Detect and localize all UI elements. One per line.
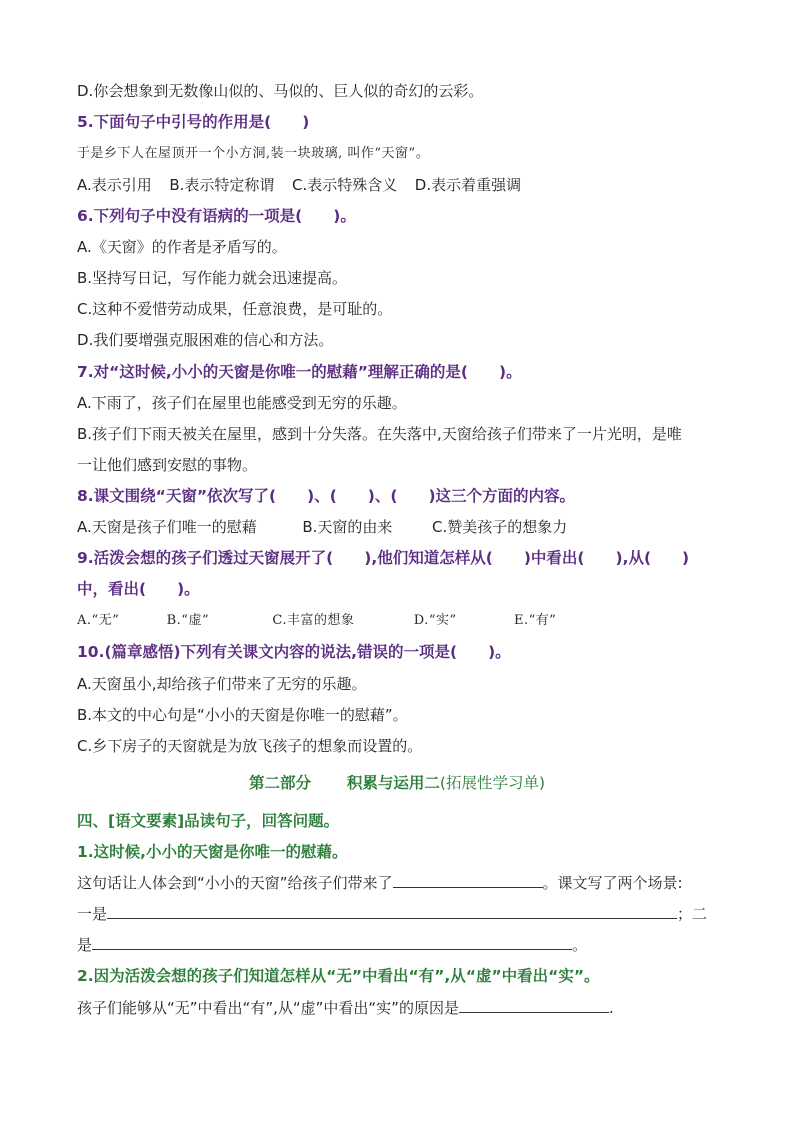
- q7-option-b-line1: B.孩子们下雨天被关在屋里，感到十分失落。在失落中,天窗给孩子们带来了一片光明，是唯: [77, 425, 682, 443]
- q9-option-c: C.丰富的想象: [272, 613, 355, 628]
- q5-option-d: D.表示着重强调: [414, 176, 522, 194]
- q6-option-a: A.《天窗》的作者是矛盾写的。: [77, 238, 287, 256]
- q8-option-c: C.赞美孩子的想象力: [431, 518, 568, 536]
- q7-option-b-line2: 一让他们感到安慰的事物。: [77, 456, 258, 474]
- s1-answer-blank-2[interactable]: [107, 904, 677, 919]
- s2-text-label: 孩子们能够从“无”中看出“有”,从“虚”中看出“实”的原因是: [77, 999, 459, 1017]
- s2-text: [77, 998, 614, 1018]
- q4-option-d: D.你会想象到无数像山似的、马似的、巨人似的奇幻的云彩。: [77, 82, 484, 100]
- s2-answer-blank[interactable]: [459, 998, 609, 1013]
- s2-end-mark: .: [608, 999, 614, 1017]
- q6-stem: 6.下列句子中没有语病的一项是( )。: [77, 207, 356, 225]
- q6-option-d: D.我们要增强克服困难的信心和方法。: [77, 331, 334, 349]
- q10-option-a: A.天窗虽小,却给孩子们带来了无穷的乐趣。: [77, 675, 367, 693]
- q8-option-a: A.天窗是孩子们唯一的慰藉: [77, 518, 257, 536]
- q5-stem: 5.下面句子中引号的作用是( ): [77, 113, 310, 131]
- s1-answer-blank-3[interactable]: [92, 935, 572, 950]
- q5-option-b: B.表示特定称谓: [169, 176, 275, 194]
- q9-stem-line2: 中，看出( )。: [77, 580, 200, 598]
- s1-text-b: 。课文写了两个场景:: [542, 874, 683, 892]
- part2-main-title: 积累与运用二: [346, 774, 440, 792]
- s1-text: [77, 873, 683, 893]
- q9-options: [77, 611, 556, 631]
- q10-option-c: C.乡下房子的天窗就是为放飞孩子的想象而设置的。: [77, 737, 423, 755]
- q7-stem: 7.对“这时候,小小的天窗是你唯一的慰藉”理解正确的是( )。: [77, 363, 522, 381]
- part2-title: [0, 772, 794, 794]
- s1-shi-label: 是: [77, 936, 93, 954]
- s1-title: 1.这时候,小小的天窗是你唯一的慰藉。: [77, 843, 348, 861]
- s1-text-a: 这句话让人体会到“小小的天窗”给孩子们带来了: [77, 874, 393, 892]
- q9-option-b: B.“虚”: [166, 613, 210, 628]
- q5-quote: 于是乡下人在屋顶开一个小方洞,装一块玻璃, 叫作“天窗”。: [77, 146, 430, 161]
- q7-option-a: A.下雨了，孩子们在屋里也能感受到无穷的乐趣。: [77, 394, 407, 412]
- s1-two-label: ；二: [677, 905, 708, 923]
- s1-answer-blank-1[interactable]: [393, 873, 543, 888]
- s1-scene-two: [77, 935, 587, 955]
- s1-scene-one: [77, 904, 707, 924]
- q9-stem-line1: 9.活泼会想的孩子们透过天窗展开了( ),他们知道怎样从( )中看出( ),从( ): [77, 549, 690, 567]
- q9-option-d: D.“实”: [413, 613, 457, 628]
- q10-option-b: B.本文的中心句是“小小的天窗是你唯一的慰藉”。: [77, 706, 408, 724]
- section4-heading: 四、[语文要素]品读句子，回答问题。: [77, 812, 340, 830]
- part2-label: 第二部分: [248, 774, 311, 792]
- q8-stem: 8.课文围绕“天窗”依次写了( )、( )、( )这三个方面的内容。: [77, 487, 576, 505]
- part2-subtitle: (拓展性学习单): [439, 774, 545, 792]
- q5-options: [77, 175, 521, 195]
- s1-end-mark: 。: [572, 936, 588, 954]
- s1-one-label: 一是: [77, 905, 108, 923]
- q5-option-a: A.表示引用: [77, 176, 152, 194]
- q9-option-a: A.“无”: [77, 613, 120, 628]
- q8-option-b: B.天窗的由来: [302, 518, 393, 536]
- q9-option-e: E.“有”: [513, 613, 557, 628]
- s2-title: 2.因为活泼会想的孩子们知道怎样从“无”中看出“有”,从“虚”中看出“实”。: [77, 967, 600, 985]
- q6-option-b: B.坚持写日记，写作能力就会迅速提高。: [77, 269, 348, 287]
- q10-stem: 10.(篇章感悟)下列有关课文内容的说法,错误的一项是( )。: [77, 643, 511, 661]
- q8-options: [77, 517, 567, 537]
- q6-option-c: C.这种不爱惜劳动成果，任意浪费，是可耻的。: [77, 300, 393, 318]
- q5-option-c: C.表示特殊含义: [291, 176, 398, 194]
